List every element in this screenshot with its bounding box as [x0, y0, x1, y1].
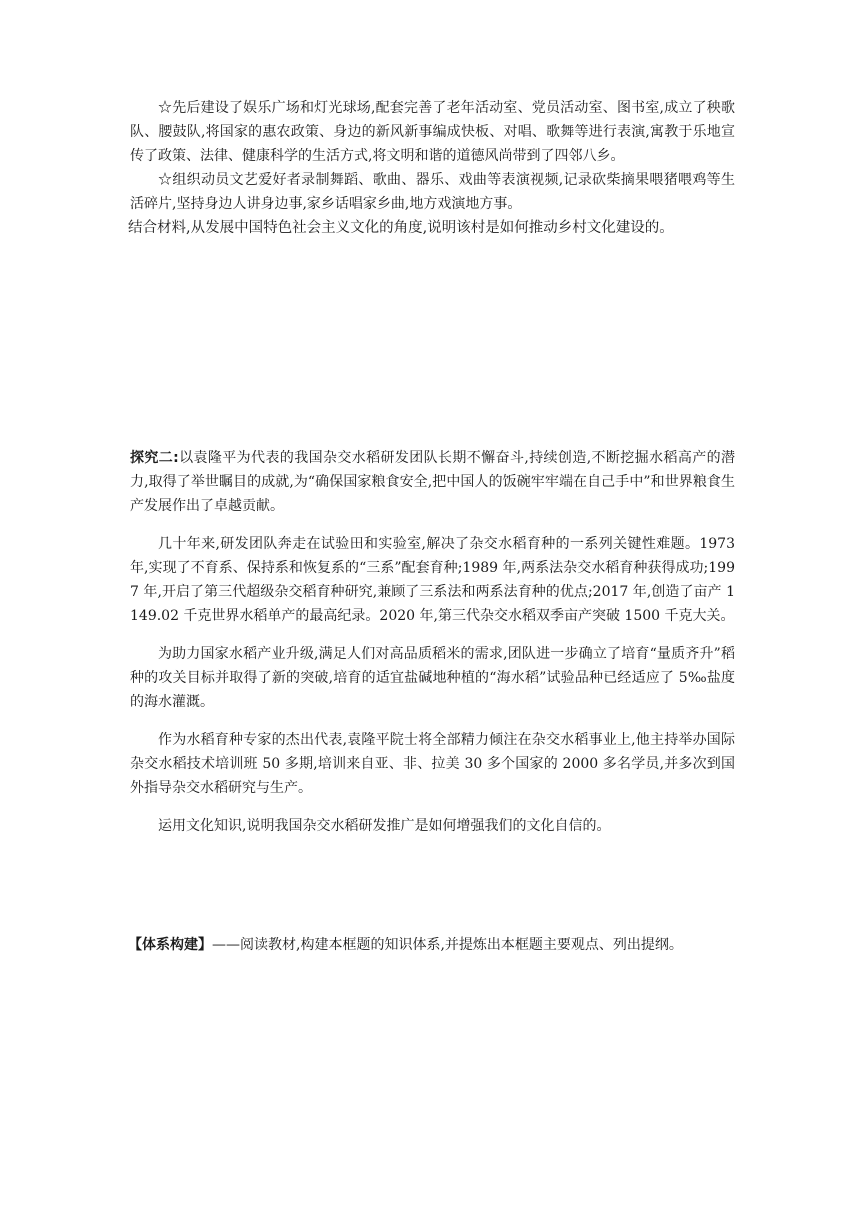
- material-section: [130, 96, 735, 240]
- system-construction-label: 【体系构建】: [128, 937, 212, 953]
- system-construction-line: [128, 933, 735, 957]
- question-2: 运用文化知识,说明我国杂交水稻研发推广是如何增强我们的文化自信的。: [158, 818, 611, 834]
- exploration-two-intro: [130, 446, 735, 518]
- material-paragraph-2: ☆组织动员文艺爱好者录制舞蹈、歌曲、器乐、戏曲等表演视频,记录砍柴摘果喂猪喂鸡等生活碎片,坚持身边人讲身边事,家乡话唱家乡曲,地方戏演地方事。: [130, 172, 735, 212]
- exploration-two-paragraph-1: 几十年来,研发团队奔走在试验田和实验室,解决了杂交水稻育种的一系列关键性难题。1973 年,实现了不育系、保持系和恢复系的“三系”配套育种;1989 年,两系法杂交水稻育种获得成功;1997 年,开启了第三代超级杂交稻育种研究,兼顾了三系法和两系法育种的优点;2017 年,创造了亩产 1149.02 千克世界水稻单产的最高纪录。2020 年,第三代杂交水稻双季亩产突破 1500 千克大关。: [130, 536, 735, 624]
- exploration-two-label: 探究二:: [130, 450, 179, 466]
- exploration-two-intro-text: 以袁隆平为代表的我国杂交水稻研发团队长期不懈奋斗,持续创造,不断挖掘水稻高产的潜力,取得了举世瞩目的成就,为“确保国家粮食安全,把中国人的饭碗牢牢端在自己手中”和世界粮食生产发展作出了卓越贡献。: [130, 450, 735, 514]
- system-construction-text: ——阅读教材,构建本框题的知识体系,并提炼出本框题主要观点、列出提纲。: [212, 937, 683, 953]
- exploration-two-section: [130, 446, 735, 838]
- question-1: 结合材料,从发展中国特色社会主义文化的角度,说明该村是如何推动乡村文化建设的。: [128, 220, 674, 236]
- system-construction-section: [130, 933, 735, 957]
- exploration-two-paragraph-3: 作为水稻育种专家的杰出代表,袁隆平院士将全部精力倾注在杂交水稻事业上,他主持举办国际杂交水稻技术培训班 50 多期,培训来自亚、非、拉美 30 多个国家的 2000 多名学员,并多次到国外指导杂交水稻研究与生产。: [130, 732, 735, 796]
- material-paragraph-1: ☆先后建设了娱乐广场和灯光球场,配套完善了老年活动室、党员活动室、图书室,成立了秧歌队、腰鼓队,将国家的惠农政策、身边的新风新事编成快板、对唱、歌舞等进行表演,寓教于乐地宣传了政策、法律、健康科学的生活方式,将文明和谐的道德风尚带到了四邻八乡。: [130, 100, 735, 164]
- exploration-two-paragraph-2: 为助力国家水稻产业升级,满足人们对高品质稻米的需求,团队进一步确立了培育“量质齐升”稻种的攻关目标并取得了新的突破,培育的适宜盐碱地种植的“海水稻”试验品种已经适应了 5‰盐度的海水灌溉。: [130, 646, 735, 710]
